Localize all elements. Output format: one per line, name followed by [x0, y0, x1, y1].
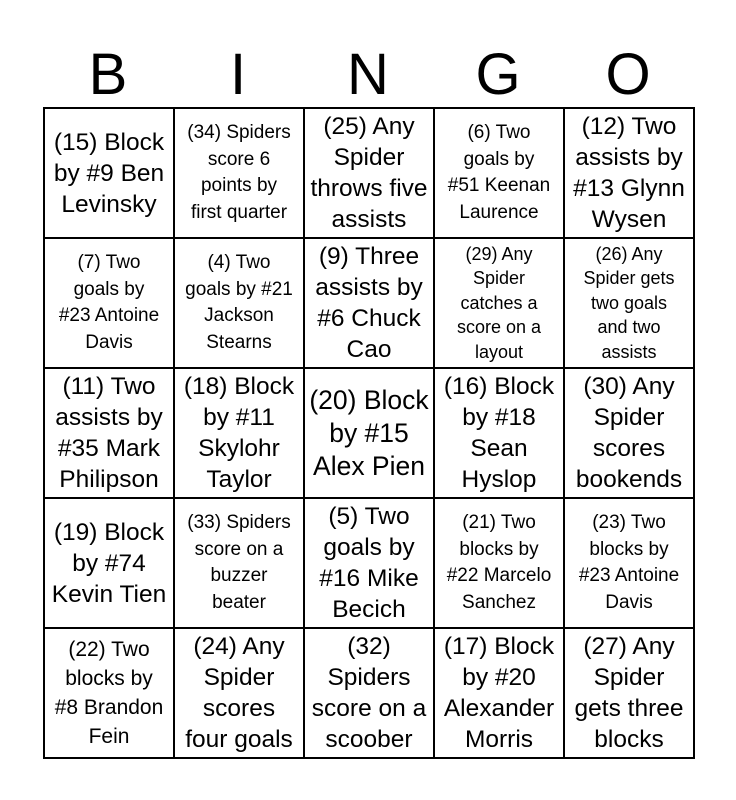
bingo-cell[interactable]: (19) Block by #74 Kevin Tien: [44, 498, 174, 628]
bingo-cell[interactable]: (12) Two assists by #13 Glynn Wysen: [564, 108, 694, 238]
bingo-cell[interactable]: (30) Any Spider scores bookends: [564, 368, 694, 498]
bingo-cell[interactable]: (11) Two assists by #35 Mark Philipson: [44, 368, 174, 498]
bingo-cell[interactable]: (17) Block by #20 Alexander Morris: [434, 628, 564, 758]
header-letter: N: [347, 42, 389, 107]
bingo-cell[interactable]: (27) Any Spider gets three blocks: [564, 628, 694, 758]
bingo-cell[interactable]: (15) Block by #9 Ben Levinsky: [44, 108, 174, 238]
bingo-cell[interactable]: (25) Any Spider throws five assists: [304, 108, 434, 238]
bingo-cell[interactable]: (18) Block by #11 Skylohr Taylor: [174, 368, 304, 498]
bingo-cell[interactable]: (23) Two blocks by #23 Antoine Davis: [564, 498, 694, 628]
header-letter: I: [229, 42, 247, 107]
header-letter: G: [475, 42, 521, 107]
bingo-cell[interactable]: (5) Two goals by #16 Mike Becich: [304, 498, 434, 628]
bingo-cell[interactable]: (4) Two goals by #21 Jackson Stearns: [174, 238, 304, 368]
bingo-cell[interactable]: (7) Two goals by #23 Antoine Davis: [44, 238, 174, 368]
bingo-cell[interactable]: (32) Spiders score on a scoober: [304, 628, 434, 758]
bingo-cell[interactable]: (29) Any Spider catches a score on a layout: [434, 238, 564, 368]
bingo-cell[interactable]: (34) Spiders score 6 points by first quarter: [174, 108, 304, 238]
header-letter: O: [605, 42, 651, 107]
bingo-cell[interactable]: (16) Block by #18 Sean Hyslop: [434, 368, 564, 498]
bingo-cell[interactable]: (24) Any Spider scores four goals: [174, 628, 304, 758]
bingo-header: [43, 40, 693, 110]
bingo-cell[interactable]: (20) Block by #15 Alex Pien: [304, 368, 434, 498]
bingo-cell[interactable]: (22) Two blocks by #8 Brandon Fein: [44, 628, 174, 758]
bingo-cell[interactable]: (26) Any Spider gets two goals and two assists: [564, 238, 694, 368]
bingo-cell[interactable]: (33) Spiders score on a buzzer beater: [174, 498, 304, 628]
bingo-cell[interactable]: (21) Two blocks by #22 Marcelo Sanchez: [434, 498, 564, 628]
header-letter: B: [88, 42, 128, 107]
bingo-grid: [43, 107, 695, 759]
bingo-cell[interactable]: (9) Three assists by #6 Chuck Cao: [304, 238, 434, 368]
bingo-cell[interactable]: (6) Two goals by #51 Keenan Laurence: [434, 108, 564, 238]
